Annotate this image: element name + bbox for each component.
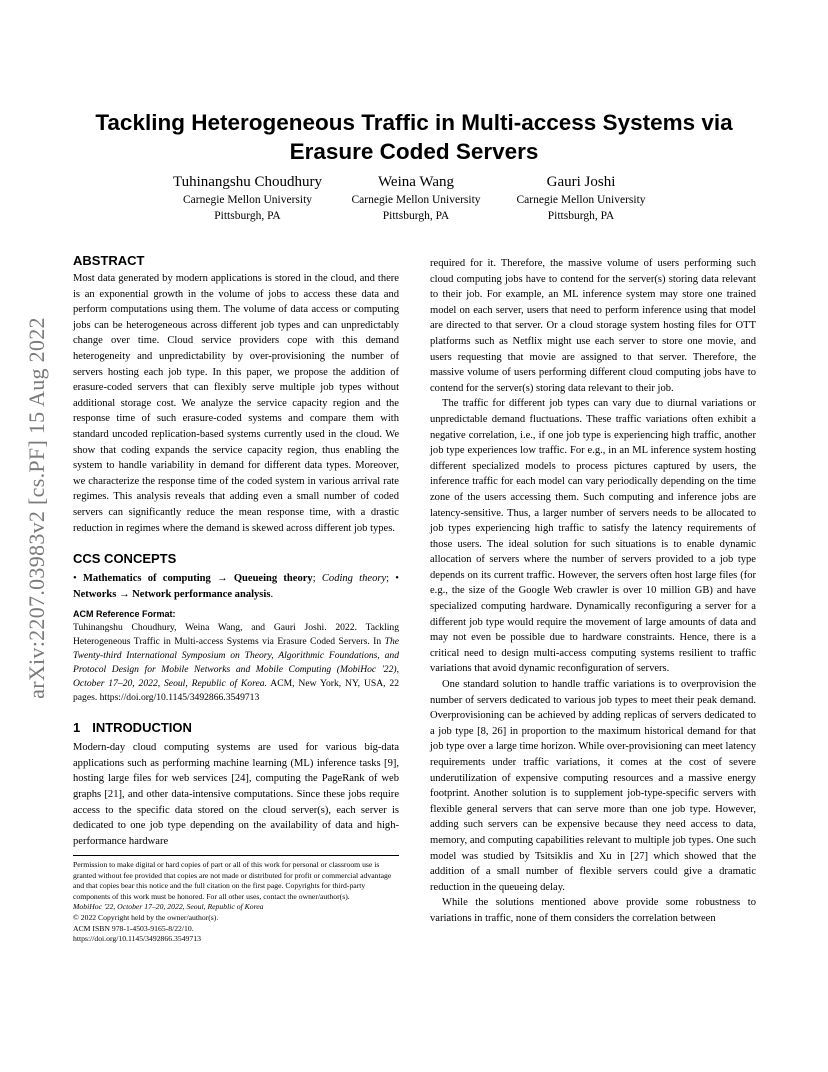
acm-reference-heading: ACM Reference Format: (73, 609, 176, 620)
right-column (430, 256, 756, 927)
conference-info: MobiHoc '22, October 17–20, 2022, Seoul, Republic of Korea (73, 902, 264, 912)
introduction-heading: 1 INTRODUCTION (73, 720, 192, 736)
author-name: Tuhinangshu Choudhury (172, 174, 323, 190)
author-name: Weina Wang (377, 174, 455, 190)
body-paragraph: One standard solution to handle traffic variations is to overprovision the number of servers dedicated to various job types to meet their peak demand. Overprovisioning can be achieved by adding replicas of servers dedicated to a job type [8, 26] in proportion to the maximum historical demand for that job type over a large time horizon. While over-provisioning can meet latency requirements under traffic variations, it comes at the cost of severe underutilization of expensive computing resources and a massive energy footprint. Another solution is to supplement job-type-specific servers with flexible general servers that can serve more than one job type. However, adding such servers can be expensive because they need access to data, memory, and computing capabilities relevant to multiple job types. One such model was studied by Tsitsiklis and Xu in [27] which showed that the addition of a small number of flexible servers could give a dramatic reduction in the queueing delay. (430, 679, 756, 893)
introduction-paragraph: Modern-day cloud computing systems are used for various big-data applications such as performing machine learning (ML) inference tasks [9], hosting large files for web services [24], computing the PageRank of web graphs [21], and other data-intensive computations. Since these jobs require access to the specific data stored on the cloud server(s), each server is dedicated to one job type depending on the availability of data and high-performance hardware (73, 742, 399, 847)
permission-notice: Permission to make digital or hard copies of part or all of this work for personal or classroom use is granted without fee provided that copies are not made or distributed for profit or commercial advantage and that copies bear this notice and the full citation on the first page. Copyrights for third-party components of this work must be honored. For all other uses, contact the owner/author(s). (73, 860, 392, 901)
abstract-text: Most data generated by modern applications is stored in the cloud, and there is an exponential growth in the volume of jobs to access these data and perform computations using them. The volume of data access or computing jobs can be heterogeneous across different job types and can unpredictably change over time. Cloud service providers cope with this demand heterogeneity and unpredictability by over-provisioning the number of servers hosting each job type. In this paper, we propose the addition of erasure-coded servers that can flexibly serve multiple job types without additional storage cost. We analyze the service capacity region and the response time of such erasure-coded systems and compare them with standard uncoded replication-based systems currently used in the cloud. We show that coding expands the service capacity region, thus enabling the system to handle variability in demand for different data types. Moreover, we characterize the response time of the coded system in various arrival rate regimes. This analysis reveals that adding even a small number of coded servers can significantly reduce the mean response time, with a drastic reduction in regimes where the demand is skewed across different job types. (73, 273, 399, 534)
body-paragraph: While the solutions mentioned above provide some robustness to variations in traffic, none of them considers the correlation between (430, 897, 756, 924)
paper-title: Tackling Heterogeneous Traffic in Multi-access Systems via Erasure Coded Servers (95, 110, 733, 164)
copyright-notice: © 2022 Copyright held by the owner/author(s). (73, 912, 219, 922)
ccs-concepts: • Mathematics of computing → Queueing theory; Coding theory; • Networks → Network performance analysis. (73, 573, 399, 600)
isbn: ACM ISBN 978-1-4503-9165-8/22/10. (73, 923, 194, 933)
author-affiliation: Carnegie Mellon University (182, 194, 313, 206)
doi-link[interactable]: https://doi.org/10.1145/3492866.3549713 (73, 934, 201, 944)
author-affiliation: Carnegie Mellon University (351, 194, 481, 206)
author-block (165, 173, 330, 224)
footnote (73, 855, 399, 945)
left-column (73, 252, 399, 849)
ccs-heading: CCS CONCEPTS (73, 551, 177, 567)
author-affiliation: Carnegie Mellon University (516, 194, 646, 206)
acm-reference-text: Tuhinangshu Choudhury, Weina Wang, and Gauri Joshi. 2022. Tackling Heterogeneous Traffic in Multi-access Systems via Erasure Coded Servers. In The Twenty-third International Symposium on Theory, Algorithmic Foundations, and Protocol Design for Mobile Networks and Mobile Computing (MobiHoc '22), October 17–20, 2022, Seoul, Republic of Korea. ACM, New York, NY, USA, 22 pages. https://doi.org/10.1145/3492866.3549713 (73, 622, 399, 704)
author-location: Pittsburgh, PA (214, 210, 281, 222)
body-paragraph: The traffic for different job types can vary due to diurnal variations or unpredictable demand fluctuations. These traffic variations often exhibit a negative correlation, i.e., if one job type is experiencing high traffic, another job type experiences low traffic. For e.g., in an ML inference system hosting different specialized models to process pictures captured by users, the inference traffic for each model can vary periodically depending on the time zone of the users accessing them. Such computing and inference jobs are latency-sensitive. Thus, a larger number of servers needs to be allocated to job types experiencing high traffic to satisfy the latency requirements of those users. The ideal solution for such situations is to enable dynamic allocation of servers where the number of servers provided to a job type depends on its current traffic. However, the servers often host large files (for e.g., the size of the Google Web crawler is over 10 million GB) and have specialized computing hardware. Dynamically reconfiguring a server for a different job type would require the movement of large amounts of data and may not even be possible due to hardware constraints. Hence, there is a critical need to design multi-access computing systems resilient to traffic variations that avoid dynamic reconfiguration of servers. (430, 398, 756, 675)
author-block (500, 173, 662, 224)
author-name: Gauri Joshi (546, 174, 616, 190)
author-block (336, 173, 496, 224)
abstract-heading: ABSTRACT (73, 253, 145, 268)
author-location: Pittsburgh, PA (547, 210, 615, 222)
body-paragraph: required for it. Therefore, the massive volume of users performing such cloud computing jobs have to contend for the server(s) storing data relevant to their job. For example, an ML inference system may store one trained model on each server, users that need to perform inference using that model are directed to that server. Or a cloud storage system hosting files for OTT platforms such as Netflix might use each server to store one movie, and users requesting that movie are assigned to that server. Therefore, the massive volume of users performing different cloud computing jobs have to contend for the server(s) storing data relevant to their job. (430, 258, 756, 394)
author-location: Pittsburgh, PA (382, 210, 450, 222)
arxiv-identifier: arXiv:2207.03983v2 [cs.PF] 15 Aug 2022 (24, 317, 49, 699)
